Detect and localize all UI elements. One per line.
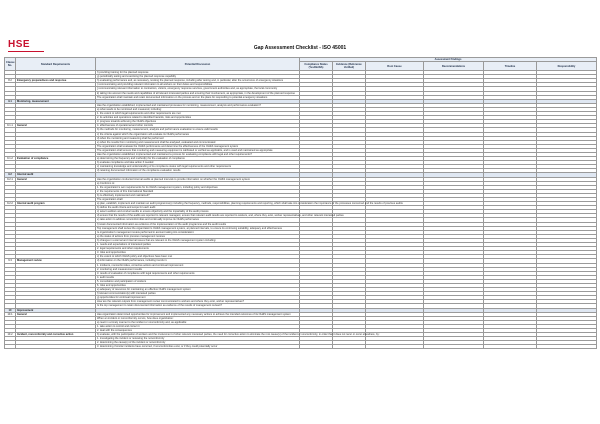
guidance-cell: a) plan, establish, implement and maintain an audit programme(s) including the frequency, methods, responsibilities, planning requirements and reporting, which shall take into consideration the importance of the processes concerned and the results of previous audits <box>97 202 403 206</box>
requirement-cell: Improvement <box>16 308 96 312</box>
clause-cell: 9.1.1 <box>5 124 16 128</box>
clause-cell: 9.1.2 <box>5 157 16 161</box>
clause-cell: 10.1 <box>5 312 16 316</box>
guidance-cell: 3. determining if similar incidents have occurred, if nonconformities exist, or if they could potentially occur <box>96 345 300 349</box>
guidance-cell: Is organization's management review performed in account taking into consideration: <box>96 230 300 234</box>
guidance-cell: e) adequacy of resources for maintaining an effective OH&S management system <box>96 288 300 292</box>
responsibility-cell[interactable] <box>537 345 597 349</box>
guidance-cell: 1. incidents, nonconformities, corrective actions and continual improvement <box>96 263 300 267</box>
clause-cell: 10 <box>5 308 16 312</box>
guidance-cell: 2. deal with the consequences <box>96 329 300 333</box>
column-header-clause: Clause No. <box>5 58 16 71</box>
guidance-cell: b) is effectively implemented and maintained? <box>96 193 300 197</box>
guidance-cell: 5. consultation and participation of workers <box>96 279 300 283</box>
guidance-cell: 1. needs and expectations of interested parties <box>96 243 300 247</box>
guidance-cell: How are the relevant outputs from management review communicated to workers and where they exist, worker representatives? <box>96 300 300 304</box>
guidance-cell: d) ensure that the results of the audits are reported to relevant managers; ensure that relevant audit results are reported to workers, and, where they exist, worker representatives, and other relevant interested parties <box>97 214 344 218</box>
guidance-cell: b) the methods for monitoring, measurement, analysis and performance evaluation to ensure valid results <box>96 128 300 132</box>
guidance-cell: The organization shall maintain and retain documented information on the process and on the plans for responding to potential emergency situations <box>96 95 300 99</box>
guidance-cell: 6. risks and opportunities <box>96 283 300 287</box>
column-header-recommendations: Recommendations <box>424 62 484 71</box>
guidance-cell: f) retain documented information as evidence of the implementation of the audit programme and the audit results <box>96 222 300 226</box>
guidance-cell: f) relevant communication(s) with interested parties <box>96 292 300 296</box>
requirement-cell: Internal audit <box>16 173 96 177</box>
guidance-cell: d) information on the OH&S performance, including trends in: <box>96 259 300 263</box>
guidance-cell: The organization shall ensure that monitoring and measuring equipment is calibrated or verified as applicable, and is used and maintained as appropriate <box>96 148 300 152</box>
requirement-cell: General <box>16 177 96 181</box>
guidance-cell: d) retaining documented information of the compliance evaluation results <box>96 169 300 173</box>
column-header-compliance: Compliance Status (Yes/No/NA) <box>300 62 333 71</box>
guidance-cell: i) communicating and providing relevant information to all workers on their duties and responsibilities <box>96 83 300 87</box>
guidance-cell: Has the organization conducted internal audits at planned intervals to provide information on whether the OH&S management system <box>96 177 300 181</box>
guidance-cell: e) take action to address nonconformities and continually improve its OH&S performance <box>96 218 300 222</box>
requirement-cell: Incident, nonconformity and corrective action <box>16 333 96 337</box>
guidance-cell: c) maintaining knowledge and understanding of its compliance status with legal requirements and other requirements <box>96 165 300 169</box>
clause-cell <box>5 345 16 349</box>
guidance-cell: 3. risks and opportunities <box>96 251 300 255</box>
table-body <box>5 71 597 349</box>
table-row <box>5 345 597 349</box>
guidance-cell: 1. investigating the incident or reviewing the nonconformity <box>96 337 300 341</box>
guidance-cell: Has the organization established, implemented and maintained a process for evaluating compliance with legal and other requirements? <box>96 152 300 156</box>
clause-cell: 9.1 <box>5 99 16 103</box>
guidance-cell: Has organization determined opportunities for improvement and implemented any necessary actions to achieve the intended outcomes of its OH&S management system <box>96 312 300 316</box>
guidance-cell: h) evaluating performance and, as necessary, revising the planned response, including after testing and, in particular, after the occurrence of emergency situations <box>96 79 300 83</box>
requirement-cell <box>16 345 96 349</box>
guidance-cell: 1. the extent to which legal requirements and other requirements are met <box>96 112 300 116</box>
guidance-cell: b) changes in external and internal issues that are relevant to the OH&S management system including: <box>96 238 300 242</box>
guidance-cell: g) opportunities for continual improvement <box>96 296 300 300</box>
clause-cell: 9.2 <box>5 173 16 177</box>
guidance-cell: a) Conforms to: <box>96 181 300 185</box>
requirement-cell: Internal audit program <box>16 202 96 206</box>
evidence-cell[interactable] <box>333 345 366 349</box>
timeline-cell[interactable] <box>484 345 537 349</box>
guidance-cell: c) the criteria against which the organization will evaluate its OH&S performance <box>96 132 300 136</box>
guidance-cell: Has the organization established, implemented and maintained processes for monitoring, measurement, analysis and performance evaluation? <box>96 103 300 107</box>
guidance-cell: 1. the organization's own requirements for its OH&S management system, including policy and objectives <box>96 185 300 189</box>
gap-assessment-table <box>4 57 597 349</box>
guidance-cell: d) when the monitoring and measuring shall be performed <box>96 136 300 140</box>
requirement-cell: General <box>16 124 96 128</box>
column-header-timeline: Timeline <box>484 62 537 71</box>
clause-cell: 10.2 <box>5 333 16 337</box>
guidance-cell: 1. take action to control and correct it <box>96 324 300 328</box>
clause-cell: 9.2.1 <box>5 177 16 181</box>
column-header-root-cause: Root Cause <box>366 62 424 71</box>
root-cause-cell[interactable] <box>366 345 424 349</box>
guidance-cell: 2. determining the cause(s) of the incident or nonconformity <box>96 341 300 345</box>
guidance-cell: j) communicating relevant information to contractors, visitors, emergency response services, government authorities and, as appropriate, the local community <box>96 87 300 91</box>
guidance-cell: a) react in a timely manner to the incident or nonconformity and, as applicable: <box>96 320 300 324</box>
clause-cell: 9.2.2 <box>5 202 16 206</box>
company-logo: HSE <box>8 39 31 50</box>
guidance-cell: 2. monitoring and measurement results <box>96 267 300 271</box>
column-header-requirement: Standard Requirements <box>16 58 96 71</box>
guidance-cell: a) determining the frequency and method(s) for the evaluation of compliance <box>96 157 300 161</box>
guidance-cell: a) what needs to be monitored and measured, including: <box>96 107 300 111</box>
requirement-cell: Monitoring, measurement <box>16 99 96 103</box>
clause-cell: 9.3 <box>5 259 16 263</box>
guidance-cell: c) the extent to which OH&S policy and objectives have been met <box>96 255 300 259</box>
guidance-cell: 2. its activities and operations related to identified hazards, risks and opportunities <box>96 116 300 120</box>
guidance-cell: The organization shall evaluate the OH&S performance and determine the effectiveness of the OH&S management system <box>96 144 300 148</box>
guidance-cell: 2. legal requirements and other requirements <box>96 247 300 251</box>
guidance-cell: k) taking into account the needs and capabilities of all relevant interested parties and ensuring their involvement, as appropriate, in the development of the planned response <box>96 91 300 95</box>
requirement-cell: Management review <box>16 259 96 263</box>
guidance-cell: a) the status of actions from previous management reviews <box>96 234 300 238</box>
guidance-cell: 4. audit results <box>96 275 300 279</box>
logo-underline <box>8 51 44 52</box>
guidance-cell: When an incident or nonconformity occurs, how does organization: <box>96 316 300 320</box>
requirement-cell: Evaluation of compliance <box>16 157 96 161</box>
recommendation-cell[interactable] <box>424 345 484 349</box>
guidance-cell: Is the top management to retain documented information as evidence of the results of management reviews? <box>96 304 300 308</box>
requirement-cell: General <box>16 312 96 316</box>
column-header-evidence: Evidence (Reference Verified) <box>333 62 366 71</box>
guidance-cell: The organization shall: <box>96 198 300 202</box>
column-header-guidance: Potential Discussion <box>96 58 300 71</box>
page-title: Gap Assessment Checklist - ISO 45001 <box>253 45 347 51</box>
guidance-cell: Top management shall review the organization's OH&S management system, at planned intervals, to ensure its continuing suitability, adequacy and effectiveness <box>96 226 300 230</box>
requirement-cell: Emergency preparedness and response <box>16 79 96 83</box>
guidance-cell: b) evaluate, with the participation of workers and the involvement of other relevant interested parties, the need for corrective action to eliminate the root cause(s) of the incident or nonconformity, in order that it does not recur or occur elsewhere, by: <box>97 333 380 337</box>
guidance-cell: 4. effectiveness of operational and other controls <box>96 124 300 128</box>
column-header-responsibility: Responsibility <box>537 62 597 71</box>
guidance-cell: 2. the requirements of this International Standard <box>96 189 300 193</box>
guidance-cell: e) when the results from monitoring and measurement shall be analysed, evaluated and communicated <box>96 140 300 144</box>
guidance-cell: c) select auditors and conduct audits to ensure objectivity and the impartiality of the audit process <box>96 210 300 214</box>
guidance-cell: f) providing training for the planned response <box>96 71 300 75</box>
column-group-findings: Assessment Findings <box>300 58 597 62</box>
guidance-cell: b) define the audit criteria and scope for each audit <box>96 206 300 210</box>
guidance-cell: 3. progress towards achieving the OH&S objectives <box>96 120 300 124</box>
guidance-cell: 3. results of evaluation of compliance with legal requirements and other requirements <box>96 271 300 275</box>
guidance-cell: g) periodically testing and exercising the planned response capability <box>96 75 300 79</box>
compliance-cell[interactable] <box>300 345 333 349</box>
clause-cell: 8.2 <box>5 79 16 83</box>
guidance-cell: b) evaluate compliance and take action if needed <box>96 161 300 165</box>
